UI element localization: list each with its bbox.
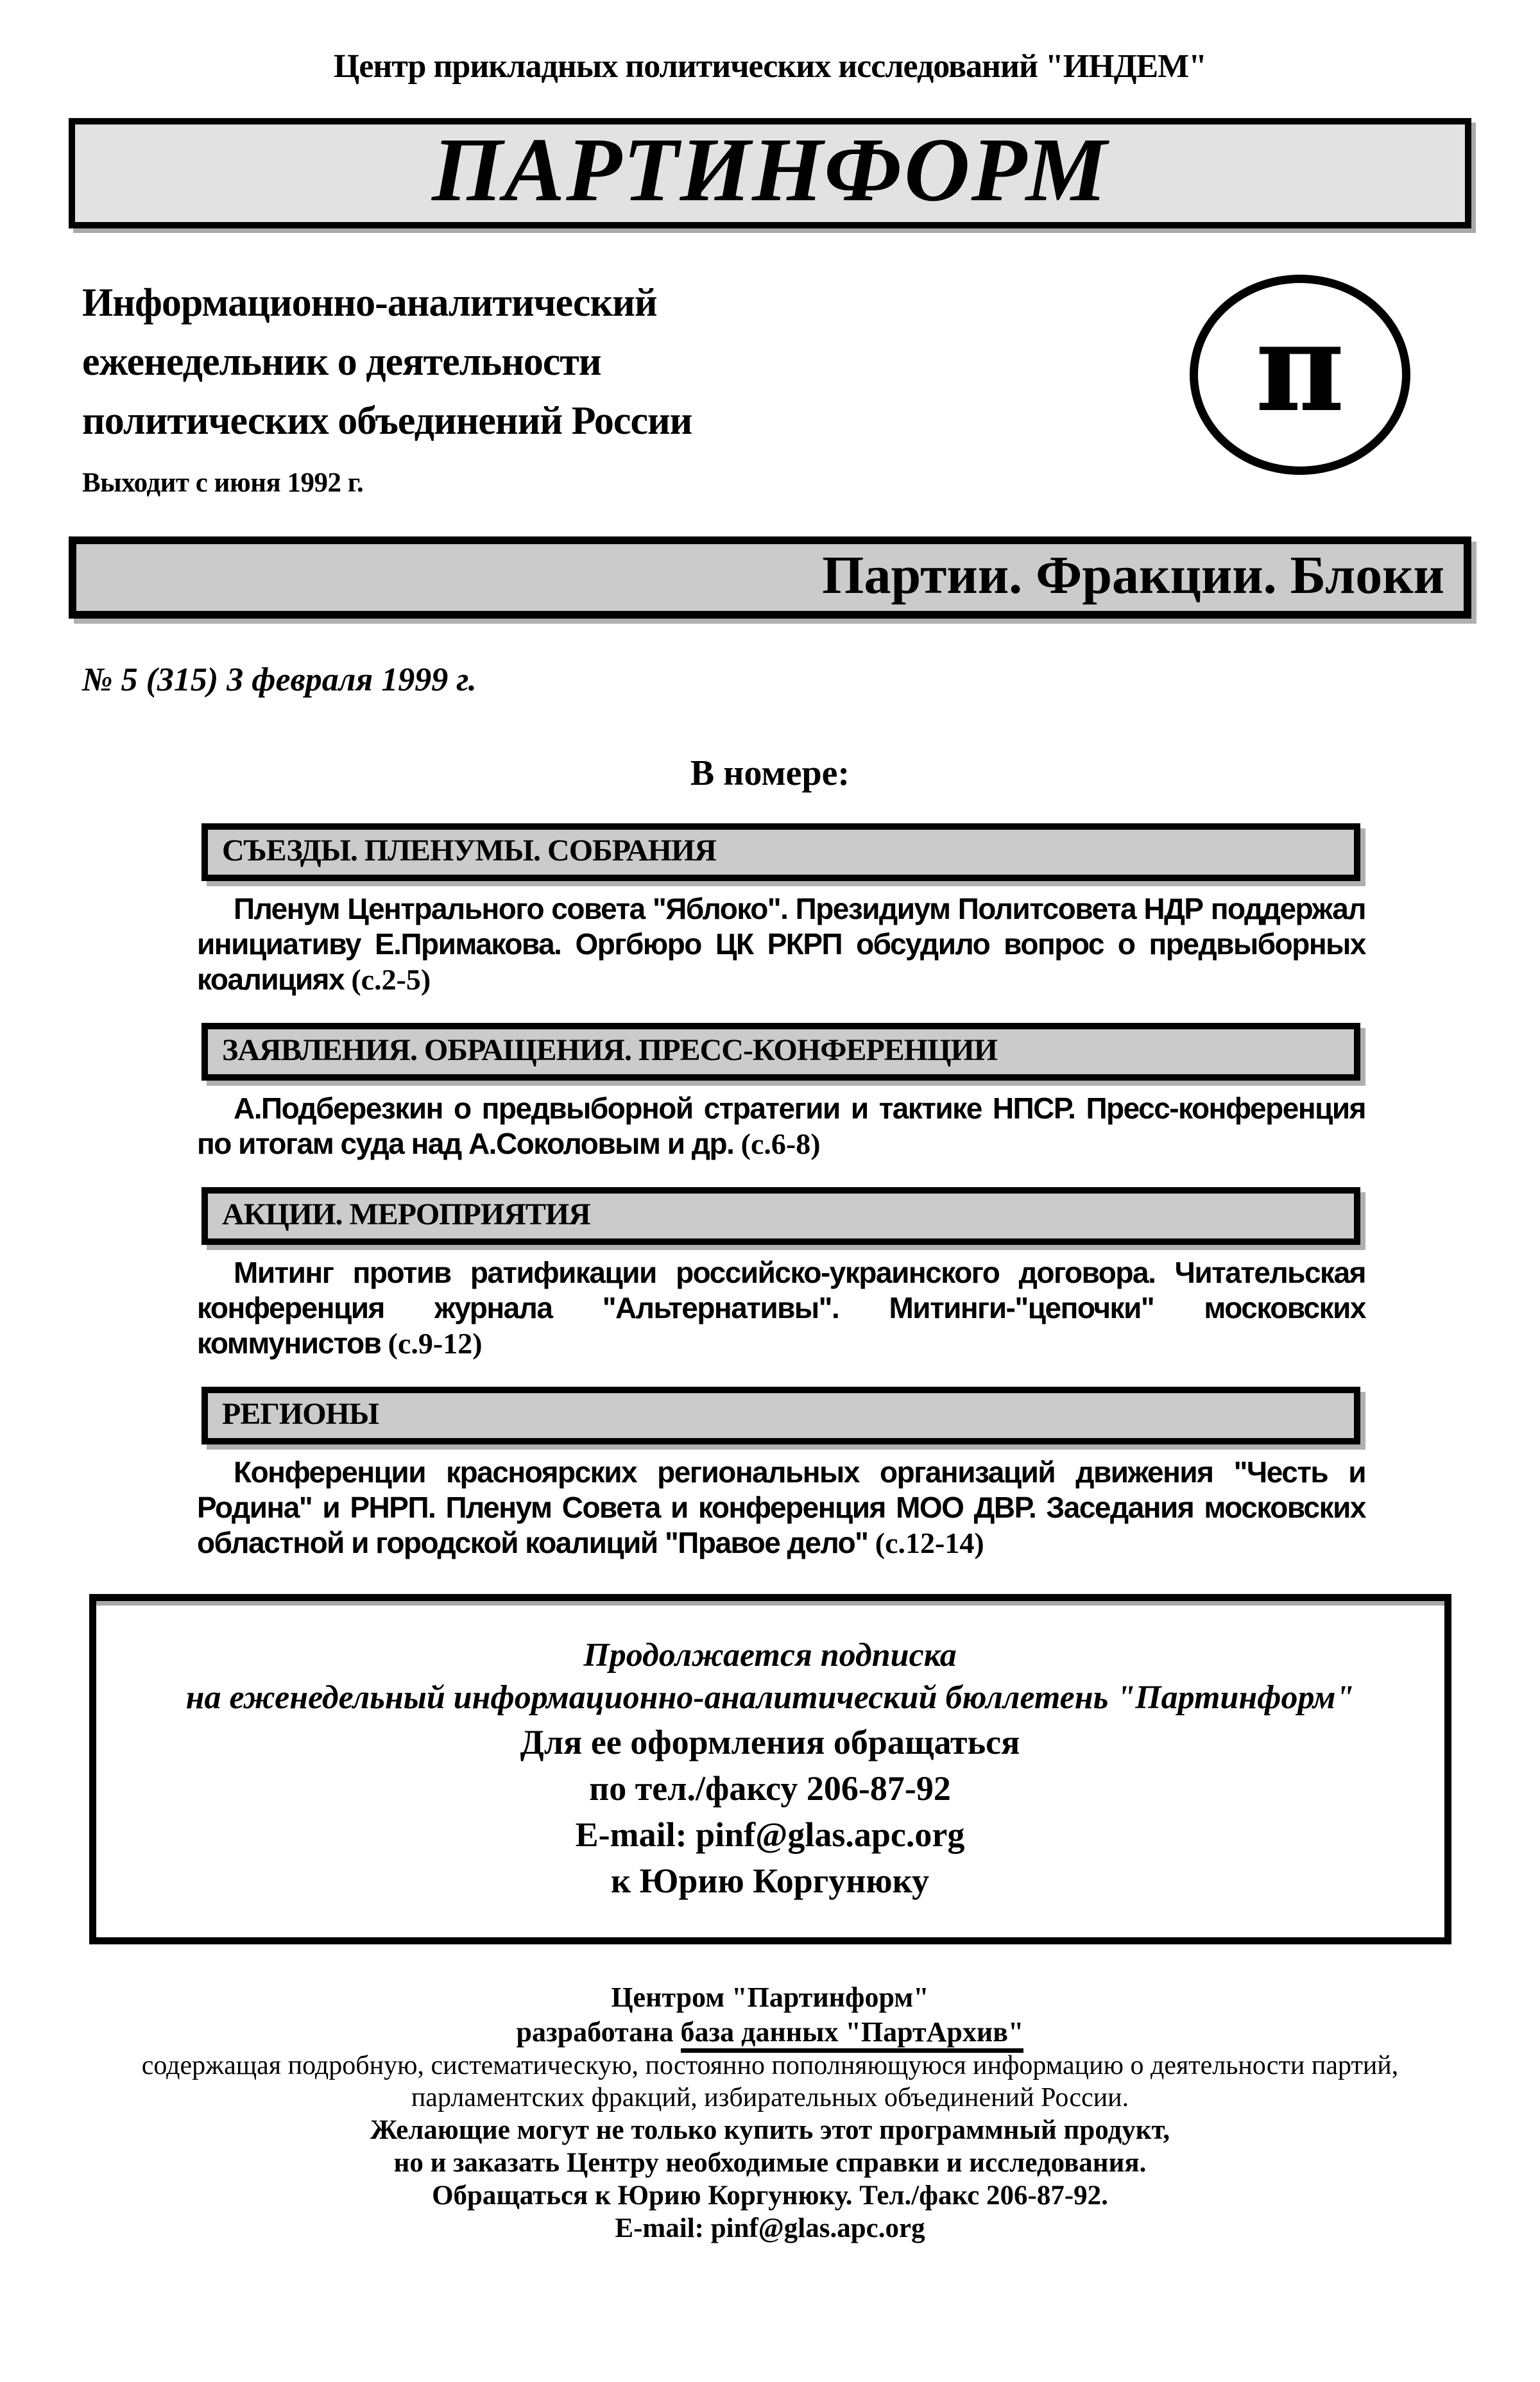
note-line (0, 2015, 1540, 2050)
page-range: (с.9-12) (388, 1327, 483, 1360)
toc-summary-text: Митинг против ратификации российско-украинского договора. Читательская конференция журнала "Альтернативы". Митинги-"цепочки" московских коммунистов (197, 1256, 1365, 1360)
pi-logo (1190, 275, 1410, 475)
page-range: (с.2-5) (351, 963, 431, 996)
toc-section-header: ЗАЯВЛЕНИЯ. ОБРАЩЕНИЯ. ПРЕСС-КОНФЕРЕНЦИИ (201, 1023, 1360, 1081)
note-line-prefix: разработана (516, 2016, 681, 2048)
toc-summary-text: А.Подберезкин о предвыборной стратегии и тактике НПСР. Пресс-конференция по итогам суда над А.Соколовым и др. (197, 1092, 1365, 1160)
database-name-underlined: база данных "ПартАрхив" (681, 2016, 1024, 2053)
in-issue-heading: В номере: (690, 753, 850, 793)
note-line: содержащая подробную, систематическую, постоянно пополняющуюся информацию о деятельности партий, (141, 2051, 1399, 2080)
series-banner-title: Партии. Фракции. Блоки (822, 545, 1444, 605)
masthead-banner (69, 118, 1471, 228)
note-contact: Обращаться к Юрию Коргунюку. Тел./факс 206-87-92. (432, 2181, 1108, 2211)
masthead-title: ПАРТИНФОРМ (431, 119, 1108, 220)
since-line: Выходит с июня 1992 г. (82, 468, 364, 498)
subscription-contact: к Юрию Коргунюку (610, 1862, 930, 1900)
org-title: Центр прикладных политических исследований "ИНДЕМ" (333, 48, 1207, 85)
subscription-line: Для ее оформления обращаться (520, 1723, 1020, 1761)
weekly-description-block (0, 273, 1540, 499)
partarchive-note (0, 1980, 1540, 2245)
toc-section-summary (197, 1255, 1365, 1361)
toc-section (0, 823, 1540, 997)
toc-summary-text: Пленум Центрального совета "Яблоко". Президиум Политсовета НДР поддержал инициативу Е.Примакова. Оргбюро ЦК РКРП обсудило вопрос о предвыборных коалициях (197, 892, 1365, 996)
page-range: (с.12-14) (875, 1527, 984, 1559)
subscription-email: E-mail: pinf@glas.apc.org (575, 1815, 965, 1854)
subscription-phone: по тел./факсу 206-87-92 (589, 1769, 951, 1808)
issue-number: № 5 (315) 3 февраля 1999 г. (82, 662, 477, 698)
page-range: (с.6-8) (740, 1127, 821, 1160)
note-line: Центром "Партинформ" (611, 1982, 929, 2013)
note-email: E-mail: pinf@glas.apc.org (615, 2213, 925, 2243)
note-line: парламентских фракций, избирательных объединений России. (411, 2083, 1129, 2112)
subscription-box (89, 1594, 1451, 1944)
toc-section-summary (197, 1091, 1365, 1161)
note-line: но и заказать Центру необходимые справки и исследования. (393, 2148, 1147, 2178)
toc-section (0, 1387, 1540, 1561)
table-of-contents (0, 823, 1540, 1561)
note-line: Желающие могут не только купить этот программный продукт, (370, 2115, 1170, 2145)
toc-section-summary (197, 891, 1365, 997)
toc-section (0, 1187, 1540, 1361)
toc-section-header: АКЦИИ. МЕРОПРИЯТИЯ (201, 1187, 1360, 1245)
toc-section-header: СЪЕЗДЫ. ПЛЕНУМЫ. СОБРАНИЯ (201, 823, 1360, 881)
subscription-line: Продолжается подписка (583, 1637, 957, 1674)
subscription-line: на еженедельный информационно-аналитический бюллетень "Партинформ" (185, 1679, 1355, 1716)
subtitle-line: еженедельник о деятельности (82, 340, 601, 384)
toc-section-header: РЕГИОНЫ (201, 1387, 1360, 1444)
series-banner (69, 536, 1471, 619)
toc-summary-text: Конференции красноярских региональных организаций движения "Честь и Родина" и РНРП. Пленум Совета и конференция МОО ДВР. Заседания московских областной и городской коалиций "Правое дело" (197, 1455, 1365, 1559)
toc-section (0, 1023, 1540, 1161)
subtitle-line: политических объединений России (82, 399, 692, 443)
toc-section-summary (197, 1455, 1365, 1561)
subtitle-line: Информационно-аналитический (82, 281, 657, 325)
pi-symbol-icon: π (1255, 296, 1345, 439)
